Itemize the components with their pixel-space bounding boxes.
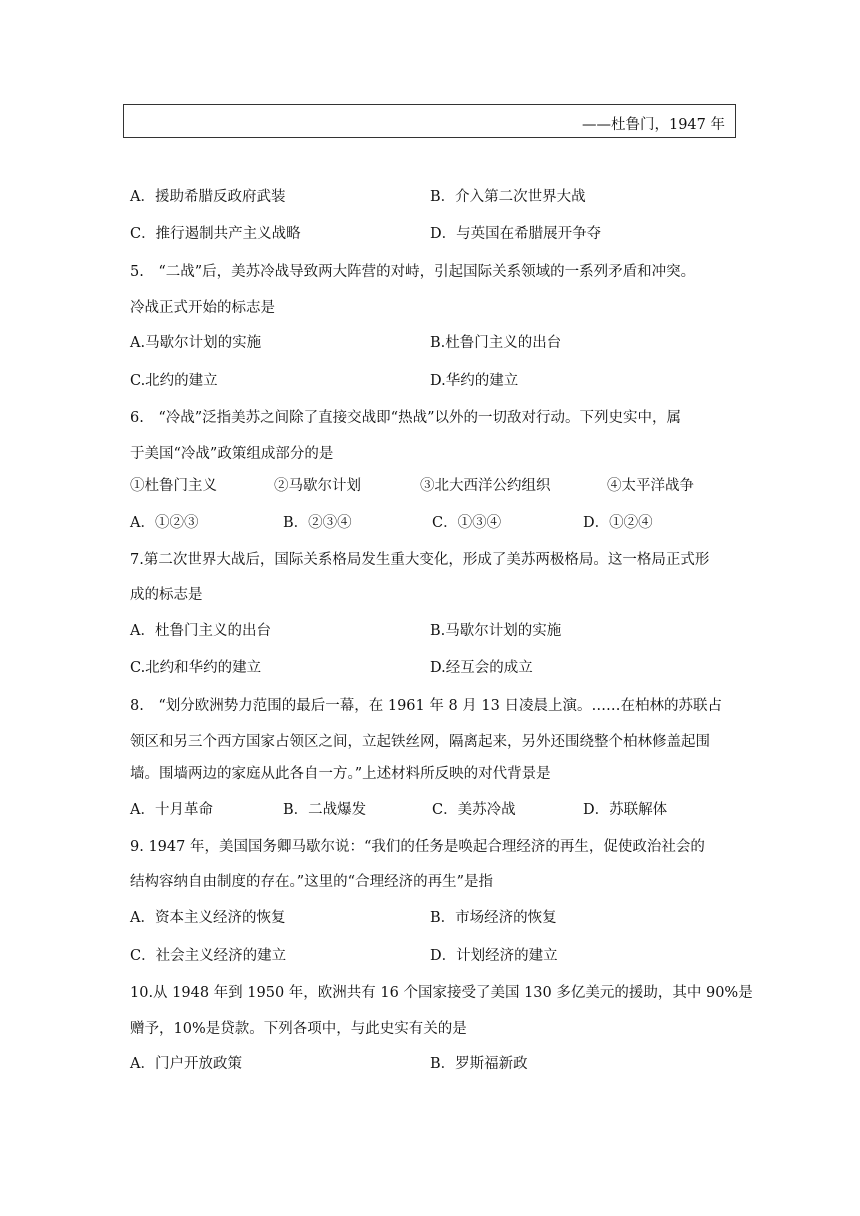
q9-option-a: A．资本主义经济的恢复 — [130, 910, 286, 926]
q9-stem-line2: 结构容纳自由制度的存在。”这里的“合理经济的再生”是指 — [130, 874, 493, 890]
quote-attribution: ——杜鲁门，1947 年 — [581, 117, 725, 133]
q7-option-c: C.北约和华约的建立 — [130, 660, 262, 676]
q6-item-3: ③北大西洋公约组织 — [420, 478, 551, 494]
q9-option-d: D．计划经济的建立 — [430, 948, 558, 964]
q8-stem-line3: 墙。围墙两边的家庭从此各自一方。”上述材料所反映的对代背景是 — [130, 766, 551, 782]
q4-option-a: A．援助希腊反政府武装 — [130, 189, 286, 205]
q6-option-d: D．①②④ — [583, 515, 653, 531]
q8-option-b: B．二战爆发 — [283, 802, 367, 818]
q6-stem-line2: 于美国“冷战”政策组成部分的是 — [130, 446, 334, 462]
q6-item-2: ②马歇尔计划 — [274, 478, 361, 494]
q4-option-d: D．与英国在希腊展开争夺 — [430, 226, 602, 242]
q8-stem-line1: 8. “划分欧洲势力范围的最后一幕，在 1961 年 8 月 13 日凌晨上演。……在柏林的苏联占 — [130, 698, 722, 714]
q10-option-a: A．门户开放政策 — [130, 1056, 242, 1072]
q5-stem-line2: 冷战正式开始的标志是 — [130, 300, 275, 316]
q8-option-a: A．十月革命 — [130, 802, 213, 818]
q7-stem-line1: 7.第二次世界大战后，国际关系格局发生重大变化，形成了美苏两极格局。这一格局正式形 — [130, 552, 710, 568]
q7-stem-line2: 成的标志是 — [130, 587, 203, 603]
q5-option-a: A.马歇尔计划的实施 — [130, 335, 262, 351]
q9-option-c: C．社会主义经济的建立 — [130, 948, 287, 964]
q5-option-b: B.杜鲁门主义的出台 — [430, 335, 562, 351]
quote-box — [123, 104, 736, 138]
q4-option-b: B．介入第二次世界大战 — [430, 189, 586, 205]
q8-stem-line2: 领区和另三个西方国家占领区之间，立起铁丝网，隔离起来，另外还围绕整个柏林修盖起围 — [130, 734, 710, 750]
q6-stem-line1: 6. “冷战”泛指美苏之间除了直接交战即“热战”以外的一切敌对行动。下列史实中，属 — [130, 410, 681, 426]
q6-option-c: C．①③④ — [432, 515, 502, 531]
q10-option-b: B．罗斯福新政 — [430, 1056, 528, 1072]
q7-option-d: D.经互会的成立 — [430, 660, 533, 676]
q6-option-b: B．②③④ — [283, 515, 352, 531]
q6-item-4: ④太平洋战争 — [607, 478, 694, 494]
q6-item-1: ①杜鲁门主义 — [130, 478, 217, 494]
q5-option-c: C.北约的建立 — [130, 373, 218, 389]
q5-stem-line1: 5. “二战”后，美苏冷战导致两大阵营的对峙，引起国际关系领域的一系列矛盾和冲突。 — [130, 264, 696, 280]
q6-option-a: A．①②③ — [130, 515, 199, 531]
q8-option-d: D．苏联解体 — [583, 802, 668, 818]
q8-option-c: C．美苏冷战 — [432, 802, 516, 818]
q7-option-a: A．杜鲁门主义的出台 — [130, 623, 271, 639]
q10-stem-line2: 赠予，10%是贷款。下列各项中，与此史实有关的是 — [130, 1021, 467, 1037]
q10-stem-line1: 10.从 1948 年到 1950 年，欧洲共有 16 个国家接受了美国 130 多亿美元的援助，其中 90%是 — [130, 985, 753, 1001]
q9-stem-line1: 9. 1947 年，美国国务卿马歇尔说：“我们的任务是唤起合理经济的再生，促使政治社会的 — [130, 839, 705, 855]
q5-option-d: D.华约的建立 — [430, 373, 519, 389]
q4-option-c: C．推行遏制共产主义战略 — [130, 226, 301, 242]
q7-option-b: B.马歇尔计划的实施 — [430, 623, 562, 639]
q9-option-b: B．市场经济的恢复 — [430, 910, 557, 926]
